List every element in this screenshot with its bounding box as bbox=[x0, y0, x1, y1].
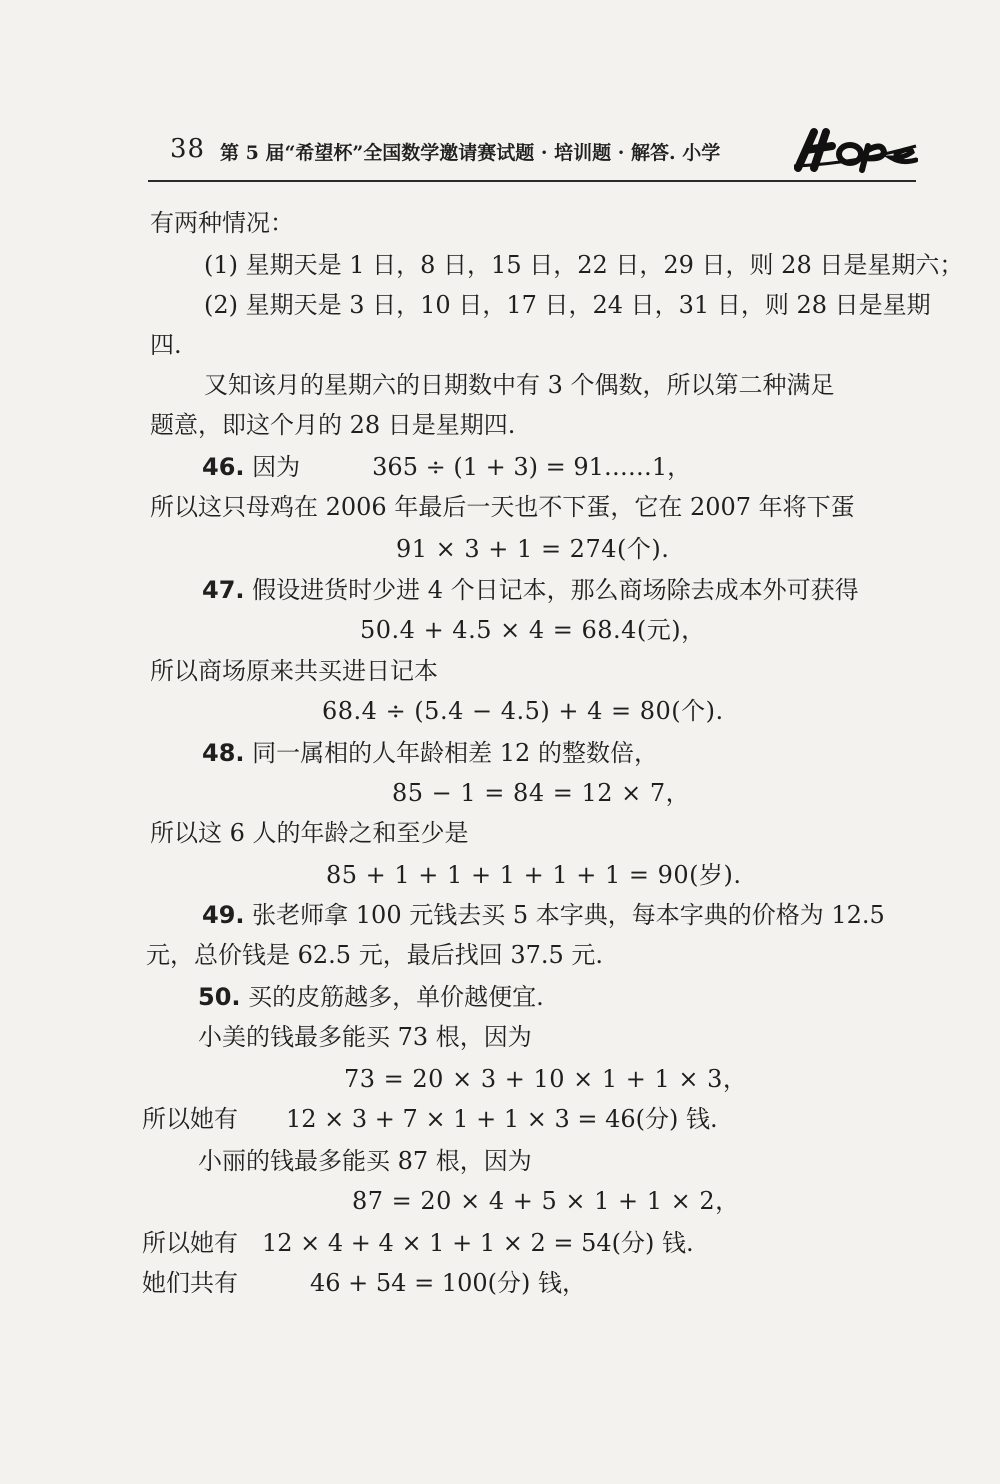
text-line: 小丽的钱最多能买 87 根，因为 bbox=[198, 1147, 532, 1175]
header-rule bbox=[148, 180, 916, 182]
formula-line: 85 − 1 = 84 = 12 × 7， bbox=[392, 779, 691, 807]
text-line: 又知该月的星期六的日期数中有 3 个偶数，所以第二种满足 bbox=[204, 371, 835, 399]
page-header bbox=[148, 128, 918, 178]
problem-number: 47. bbox=[202, 576, 245, 604]
formula-line: 91 × 3 + 1 = 274(个). bbox=[396, 535, 670, 563]
page-number: 38 bbox=[170, 134, 206, 164]
formula-line: 50.4 + 4.5 × 4 = 68.4(元)， bbox=[360, 616, 706, 644]
problem-number: 46. bbox=[202, 453, 245, 481]
text-line: 所以她有 12 × 4 + 4 × 1 + 1 × 2 = 54(分) 钱. bbox=[142, 1229, 694, 1257]
text-line: 假设进货时少进 4 个日记本，那么商场除去成本外可获得 bbox=[252, 576, 859, 604]
text-line: 所以这只母鸡在 2006 年最后一天也不下蛋，它在 2007 年将下蛋 bbox=[150, 493, 855, 521]
problem-number: 48. bbox=[202, 739, 245, 767]
text-line: 所以她有 12 × 3 + 7 × 1 + 1 × 3 = 46(分) 钱. bbox=[142, 1105, 718, 1133]
text-line: 同一属相的人年龄相差 12 的整数倍， bbox=[252, 739, 658, 767]
hope-logo bbox=[792, 120, 918, 176]
running-title: 第 5 届“希望杯”全国数学邀请赛试题 · 培训题 · 解答. 小学 bbox=[220, 142, 721, 164]
text-line: 买的皮筋越多，单价越便宜. bbox=[248, 983, 544, 1011]
problem-49 bbox=[202, 900, 885, 930]
problem-46 bbox=[202, 452, 691, 482]
text-line: (1) 星期天是 1 日，8 日，15 日，22 日，29 日，则 28 日是星期六； bbox=[204, 251, 964, 279]
text-line: 所以这 6 人的年龄之和至少是 bbox=[150, 819, 469, 847]
text-line: 她们共有 46 + 54 = 100(分) 钱， bbox=[142, 1269, 586, 1297]
problem-50 bbox=[198, 982, 544, 1012]
text-line: 四. bbox=[150, 331, 182, 359]
problem-number: 50. bbox=[198, 983, 241, 1011]
text-line: 有两种情况： bbox=[150, 209, 294, 237]
problem-number: 49. bbox=[202, 901, 245, 929]
text-line: (2) 星期天是 3 日，10 日，17 日，24 日，31 日，则 28 日是星期 bbox=[204, 291, 931, 319]
formula-line: 68.4 ÷ (5.4 − 4.5) + 4 = 80(个). bbox=[322, 697, 724, 725]
formula-line: 73 = 20 × 3 + 10 × 1 + 1 × 3， bbox=[344, 1065, 748, 1093]
text-line: 张老师拿 100 元钱去买 5 本字典，每本字典的价格为 12.5 bbox=[252, 901, 885, 929]
formula-line: 85 + 1 + 1 + 1 + 1 + 1 = 90(岁). bbox=[326, 861, 742, 889]
text-line: 元，总价钱是 62.5 元，最后找回 37.5 元. bbox=[146, 941, 604, 969]
text-line: 小美的钱最多能买 73 根，因为 bbox=[198, 1023, 532, 1051]
problem-48 bbox=[202, 738, 658, 768]
problem-47 bbox=[202, 575, 859, 605]
text-line: 所以商场原来共买进日记本 bbox=[150, 657, 438, 685]
formula-line: 87 = 20 × 4 + 5 × 1 + 1 × 2， bbox=[352, 1187, 740, 1215]
text-line: 题意，即这个月的 28 日是星期四. bbox=[150, 411, 516, 439]
text-line: 因为 365 ÷ (1 + 3) = 91……1， bbox=[252, 453, 692, 481]
